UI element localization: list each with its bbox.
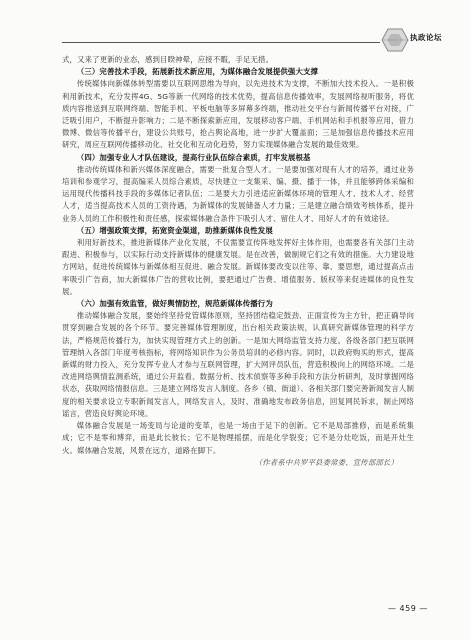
paragraph: 推动传统媒体和新兴媒体深度融合，需要一批复合型人才。一是要加强对现有人才的培养，通过业务培训和参观学习，提高编采人员综合素质，尽快建立一支集采、编、摄、播于一体，并且能够跨体采编和运用现代传播科技手段的多媒体记者队伍；二是要大力引进适应新媒体环境的管理人才、技术人才、经营人才，适当提高技术人员的工资待遇，为新媒体的发展储备人才力量；三是建立融合绩效考核体系，提升业务人员的工作积极性和责任感，探索媒体融合条件下吸引人才、留住人才、用好人才的有效途径。	[62, 164, 414, 223]
hexagon-logo-icon	[381, 28, 409, 52]
paragraph: 利用好新技术，推进新媒体产业化发展，不仅需要宣传阵地发挥好主体作用，也需要各有关部门主动跟进、积极参与，以实际行动支持新媒体的健康发展。是在改善，做制规它们之有效的措施。大力建设地方网站，促进传统媒体与新媒体相互促进、融合发展。新媒体要改变以往等、靠、要思想，通过提高点击率吸引广告商，加大新媒体广告的营收比例，要把通过广告费、增值服务、版权等来促进媒体的良性发展。	[62, 238, 414, 296]
section-heading: （六）加强有效监管，做好舆情防控，规范新媒体传播行为	[76, 299, 273, 309]
paragraph: 媒体融合发展是一场变局与论道的变革，也是一场由于足下的创新。它不是局部推修，而是系统集成；它不是零和博弈，而是此长彼长；它不是物理摇摆，而是化学裂变；它不是分灶吃饭，而是开灶生火。媒体融合发展，风景在远方，道路在脚下。	[62, 421, 414, 455]
section-heading: （三）完善技术手段，拓展新技术新应用，为媒体融合发展提供强大支撑	[76, 67, 319, 77]
section-heading: （五）增强政策支撑，拓宽资金渠道，助推新媒体良性发展	[76, 225, 273, 235]
section-title: 执政论坛	[410, 33, 442, 42]
paragraph: 式，又来了更新的业态，感到目睽神晕，应接不暇，手足无措。	[62, 55, 274, 64]
page-number: — 459 —	[388, 604, 428, 613]
section-heading: （四）加强专业人才队伍建设，提高行业队伍综合素质，打牢发展根基	[76, 152, 311, 162]
paragraph: 传统媒体向新媒体转型需要以互联网思维为导向，以先进技术为支撑，不断加大技术投入。一是积极利用新技术，充分发挥4G、5G等新一代网络的技术优势，提高信息传播效率，发展网络视听服务，将优质内容推送到互联网终端、智能手机、平板电脑等多屏幕多终端，推动社交平台与新闻传播平台对接，广泛吸引用户，不断提升影响力；二是不断探索新应用，发展移动客户端、手机网站和手机报等应用，借力微博、微信等传播平台，建设公共账号，抢占舆论高地，进一步扩大覆盖面；三是加强信息传播技术应用研究，周应互联网传播移动化、社交化和互动化趋势，努力实现媒体融合发展的最佳效果。	[62, 79, 414, 150]
header-rule	[62, 42, 380, 43]
article-body	[62, 54, 414, 469]
paragraph: 推动媒体融合发展，要始终坚持党管媒体原则，坚持团结稳定鼓劲、正面宣传为主方针，把正确导向贯穿到融合发展的各个环节。要完善媒体管理制度，出台相关政策法规，认真研究新媒体管理的科学方法，严格规范传播行为，加快实现管理方式上的创新。一是加大网络监管支持力度。各级各部门把互联网管理纳入各部门年度考核指标，将网络知识作为公务员培训的必修内容。同时，以政府购买的形式，提高新媒的财力投入，充分发挥专业人才参与互联网管理，扩大网评员队伍，营造积极向上的网络环境。二是改进网络舆情监测系统，通过公开监看、数据分析、技术侦察等多种手段和方法分析研判，及时掌握网络状态，获取网络情报信息。三是建立网络发言人制度。各乡（镇、街道）、各相关部门要完善新闻发言人制度的相关要求设立专职新闻发言人，网络发言人，及时、准确地发布政务信息，回复网民诉求，制止网络谣言，营造良好舆论环境。	[62, 311, 414, 418]
author-note: （作者系中共罗平县委常委、宣传部部长）	[254, 457, 398, 467]
